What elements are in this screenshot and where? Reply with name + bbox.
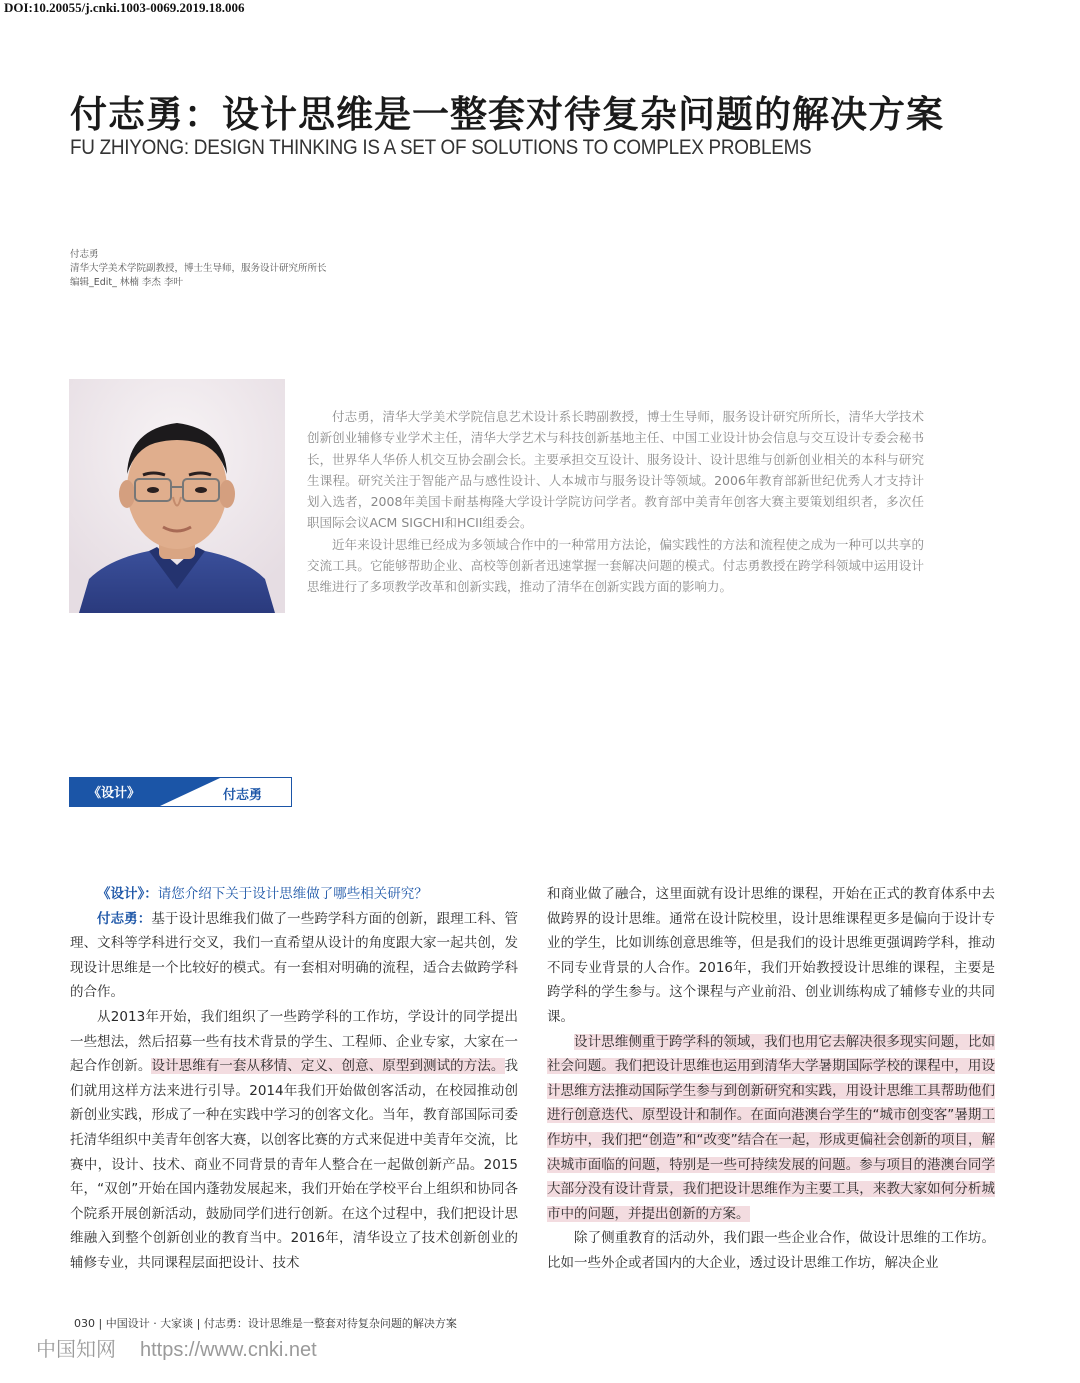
page-footer: 030 | 中国设计 · 大家谈 | 付志勇：设计思维是一整套对待复杂问题的解决方案 <box>74 1317 457 1330</box>
tag-interviewee: 付志勇 <box>223 788 263 803</box>
highlighted-text: 设计思维侧重于跨学科的领域，我们也用它去解决很多现实问题，比如社会问题。我们把设计思维也运用到清华大学暑期国际学校的课程中，用设计思维方法推动国际学生参与到创新研究和实践，用设计思维工具帮助他们进行创意迭代、原型设计和制作。在面向港澳台学生的“城市创变客”暑期工作坊中，我们把“创造”和“改变”结合在一起，形成更偏社会创新的项目，解决城市面临的问题，特别是一些可持续发展的问题。参与项目的港澳台同学大部分没有设计背景，我们把设计思维作为主要工具，来教大家如何分析城市中的问题，并提出创新的方案。 <box>547 1033 995 1222</box>
bio-paragraph: 近年来设计思维已经成为多领域合作中的一种常用方法论，偏实践性的方法和流程使之成为一种可以共享的交流工具。它能够帮助企业、高校等创新者迅速掌握一套解决问题的模式。付志勇教授在跨学科领域中运用设计思维进行了多项教学改革和创新实践，推动了清华在创新实践方面的影响力。 <box>307 536 924 595</box>
answer-paragraph <box>70 907 518 1005</box>
answer-label: 付志勇： <box>97 910 152 927</box>
body-paragraph <box>70 1005 518 1276</box>
body-paragraph: 和商业做了融合，这里面就有设计思维的课程，开始在正式的教育体系中去做跨界的设计思维。通常在设计院校里，设计思维课程更多是偏向于设计专业的学生，比如训练创意思维等，但是我们的设计思维更强调跨学科，推动不同专业背景的人合作。2016年，我们开始教授设计思维的课程，主要是跨学科的学生参与。这个课程与产业前沿、创业训练构成了辅修专业的共同课。 <box>547 886 995 1025</box>
question-text: 请您介绍下关于设计思维做了哪些相关研究？ <box>157 886 428 902</box>
body-paragraph <box>547 1030 995 1227</box>
interview-tag <box>69 777 292 807</box>
author-bio <box>307 406 924 598</box>
cnki-url[interactable]: https://www.cnki.net <box>140 1339 317 1361</box>
bio-paragraph: 付志勇，清华大学美术学院信息艺术设计系长聘副教授，博士生导师，服务设计研究所所长，清华大学技术创新创业辅修专业学术主任，清华大学艺术与科技创新基地主任、中国工业设计协会信息与交互设计专委会秘书长，世界华人华侨人机交互协会副会长。主要承担交互设计、服务设计、设计思维与创新创业相关的本科与研究生课程。研究关注于智能产品与感性设计、人本城市与服务设计等领域。2006年教育部新世纪优秀人才支持计划入选者，2008年美国卡耐基梅隆大学设计学院访问学者。教育部中美青年创客大赛主要策划组织者，多次任职国际会议ACM SIGCHI和HCII组委会。 <box>307 409 924 531</box>
question <box>70 882 518 907</box>
body-text: 我们就用这样方法来进行引导。2014年我们开始做创客活动，在校园推动创新创业实践，形成了一种在实践中学习的创客文化。当年，教育部国际司委托清华组织中美青年创客大赛，以创客比赛的方式来促进中美青年交流，比赛中，设计、技术、商业不同背景的青年人整合在一起做创新产品。2015年，“双创”开始在国内蓬勃发展起来，我们开始在学校平台上组织和协同各个院系开展创新活动，鼓励同学们进行创新。在这个过程中，我们把设计思维融入到整个创新创业的教育当中。2016年，清华设立了技术创新创业的辅修专业，共同课程层面把设计、技术 <box>70 1058 518 1271</box>
tag-magazine: 《设计》 <box>88 786 141 801</box>
author-name: 付志勇 <box>70 249 99 260</box>
article-title-en: FU ZHIYONG: DESIGN THINKING IS A SET OF SOLUTIONS TO COMPLEX PROBLEMS <box>70 136 812 159</box>
author-portrait <box>69 379 285 613</box>
body-column-right <box>547 882 995 1276</box>
portrait-illustration <box>69 379 285 613</box>
highlighted-text: 设计思维有一套从移情、定义、创意、原型到测试的方法。 <box>151 1058 505 1075</box>
author-meta <box>70 248 327 290</box>
answer-text: 基于设计思维我们做了一些跨学科方面的创新，跟理工科、管理、文科等学科进行交叉，我们一直希望从设计的角度跟大家一起共创，发现设计思维是一个比较好的模式。有一套相对明确的流程，适合去做跨学科的合作。 <box>70 910 519 1001</box>
article-title-cn: 付志勇：设计思维是一整套对待复杂问题的解决方案 <box>70 93 944 136</box>
body-paragraph: 除了侧重教育的活动外，我们跟一些企业合作，做设计思维的工作坊。比如一些外企或者国内的大企业，透过设计思维工作坊，解决企业 <box>547 1230 995 1271</box>
body-text: 从2013年开始，我们组织了一些跨学科的工作坊，学设计的同学提出一些想法，然后招募一些有技术背景的学生、工程师、企业专家，大家在一起合作创新。 <box>70 1008 518 1075</box>
body-column-left <box>70 882 518 1276</box>
author-position: 清华大学美术学院副教授，博士生导师，服务设计研究所所长 <box>70 263 327 274</box>
editor-line: 编辑_Edit_ 林楠 李杰 李叶 <box>70 277 183 288</box>
doi-line: DOI:10.20055/j.cnki.1003-0069.2019.18.006 <box>4 0 245 15</box>
cnki-brand: 中国知网 <box>36 1337 116 1361</box>
question-label: 《设计》： <box>97 886 158 902</box>
cnki-watermark <box>36 1333 317 1362</box>
